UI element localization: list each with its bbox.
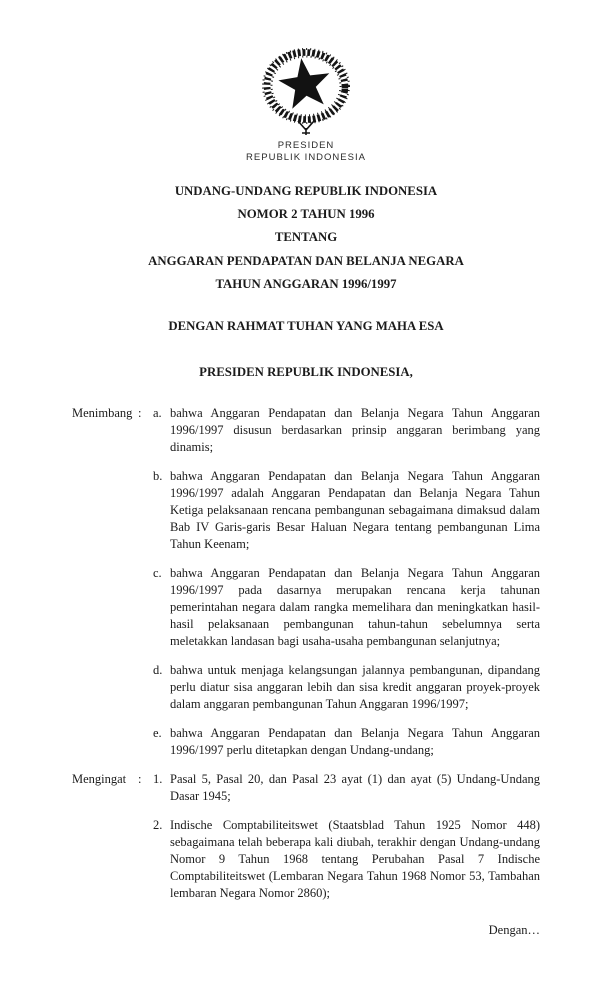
mengingat-clause: [72, 771, 540, 902]
item-text: Indische Comptabiliteitswet (Staatsblad Tahun 1925 Nomor 448) sebagaimana telah beberapa kali diubah, terakhir dengan Undang-undang Nomor 9 Tahun 1968 tentang Perubahan Pasal 7 Indische Comptabiliteitswet (Lembaran Negara Tahun 1968 Nomor 53, Tambahan lembaran Negara Nomor 2860);: [170, 818, 540, 900]
title-line-tahun-anggaran: TAHUN ANGGARAN 1996/1997: [215, 276, 397, 291]
item-text: bahwa Anggaran Pendapatan dan Belanja Negara Tahun Anggaran 1996/1997 disusun berdasarkan prinsip anggaran berimbang yang dinamis;: [170, 406, 540, 454]
title-line-nomor: NOMOR 2 TAHUN 1996: [237, 207, 375, 222]
mengingat-item-1: [153, 771, 540, 805]
presidential-seal-icon: [256, 44, 356, 140]
item-marker: 1.: [153, 772, 163, 786]
letterhead-republik-indonesia: REPUBLIK INDONESIA: [246, 152, 366, 163]
invocation-line: DENGAN RAHMAT TUHAN YANG MAHA ESA: [168, 319, 444, 333]
item-marker: a.: [153, 406, 162, 420]
menimbang-item-a: [153, 405, 540, 456]
menimbang-items: [153, 405, 540, 759]
item-text: bahwa untuk menjaga kelangsungan jalannya pembangunan, dipandang perlu diatur sisa anggaran lebih dan sisa kredit anggaran proyek-proyek dalam anggaran pembangunan Tahun Anggaran 1996/1997;: [170, 663, 540, 711]
page-catchword: Dengan…: [488, 923, 540, 937]
menimbang-clause: [72, 405, 540, 759]
title-line-undang-undang: UNDANG-UNDANG REPUBLIK INDONESIA: [174, 184, 438, 198]
enacting-authority-line: PRESIDEN REPUBLIK INDONESIA,: [199, 365, 413, 379]
item-marker: e.: [153, 726, 162, 740]
item-text: Pasal 5, Pasal 20, dan Pasal 23 ayat (1) dan ayat (5) Undang-Undang Dasar 1945;: [170, 772, 540, 803]
law-title-block: [0, 180, 612, 296]
document-body: [72, 405, 540, 939]
title-line-subject: ANGGARAN PENDAPATAN DAN BELANJA NEGARA: [148, 253, 464, 268]
mengingat-colon: :: [138, 772, 142, 786]
letterhead: [0, 44, 612, 164]
item-text: bahwa Anggaran Pendapatan dan Belanja Negara Tahun Anggaran 1996/1997 adalah Anggaran Pendapatan dan Belanja Negara Tahun Ketiga pelaksanaan rencana pembangunan sebagaimana dimaksud dalam Bab IV Garis-garis Besar Haluan Negara tentang pembangunan Lima Tahun Keenam;: [170, 469, 540, 551]
menimbang-item-b: [153, 468, 540, 553]
menimbang-item-d: [153, 662, 540, 713]
title-line-tentang: TENTANG: [274, 230, 338, 245]
menimbang-label: Menimbang: [72, 406, 133, 420]
item-text: bahwa Anggaran Pendapatan dan Belanja Negara Tahun Anggaran 1996/1997 pada dasarnya merupakan rencana kerja tahunan pemerintahan negara dalam rangka memelihara dan meningkatkan hasil-hasil pelaksanaan pembangunan tahun-tahun sebelumnya serta meletakkan landasan bagi usaha-usaha pembangunan selanjutnya;: [170, 566, 540, 648]
mengingat-label: Mengingat: [72, 772, 127, 786]
mengingat-item-2: [153, 817, 540, 902]
item-marker: d.: [153, 663, 163, 677]
menimbang-item-c: [153, 565, 540, 650]
item-text: bahwa Anggaran Pendapatan dan Belanja Negara Tahun Anggaran 1996/1997 perlu ditetapkan dengan Undang-undang;: [170, 726, 540, 757]
menimbang-item-e: [153, 725, 540, 759]
item-marker: b.: [153, 469, 163, 483]
item-marker: c.: [153, 566, 162, 580]
menimbang-colon: :: [138, 406, 142, 420]
item-marker: 2.: [153, 818, 163, 832]
letterhead-presiden: PRESIDEN: [277, 140, 335, 151]
mengingat-items: [153, 771, 540, 902]
